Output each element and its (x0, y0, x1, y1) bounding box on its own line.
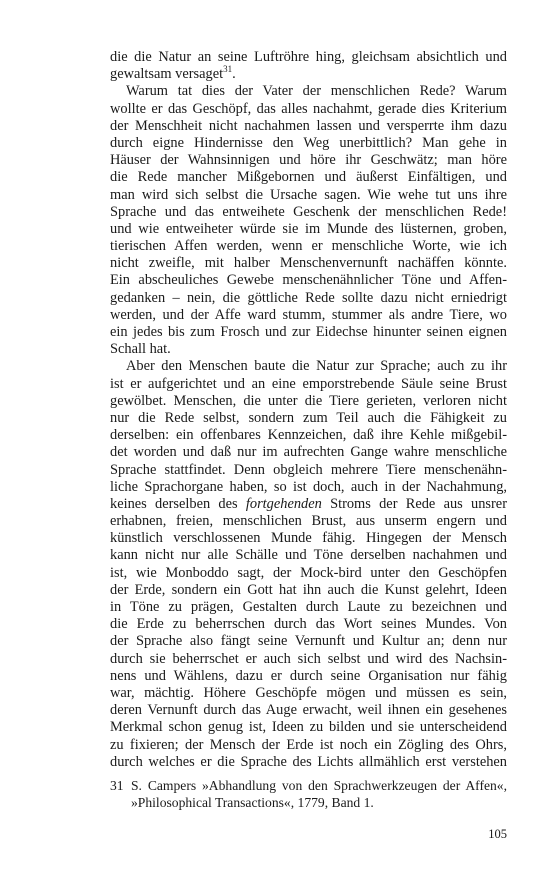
text-line: die die Natur an seine Luftröhre hing, gleichsam absichtlich und (110, 49, 507, 65)
text-line: ein jedes bis zum Frosch und zur Eidechse hinunter seinen eignen (110, 324, 507, 340)
text-line: Häuser der Wahnsinnigen und höre ihr Geschwätz; man höre (110, 152, 507, 169)
footnote-text-1: S. Campers »Abhandlung von den Sprachwerkzeugen der Affen«, (131, 778, 507, 793)
footnote (110, 777, 507, 811)
emphasis: fortgehenden (245, 495, 322, 512)
text-line: Schall hat. (110, 341, 171, 358)
text-line: die Erde zu beherrschen durch das Wort seines Mundes. Von (110, 616, 507, 633)
text-line: durch sie beherrschet er auch sich selbst und wird des Nachsin- (110, 650, 507, 667)
text-line: werden, und der Affe ward stumm, stummer als andre Tiere, wo (110, 306, 507, 323)
footnote-number: 31 (110, 778, 124, 793)
page-number: 105 (488, 827, 507, 841)
text-line: derselben: ein offenbares Kennzeichen, daß ihre Kehle mißgebil- (110, 427, 507, 444)
text-line: durch eigne Hindernisse den Weg unerbittlich? Man gehe in (110, 134, 507, 151)
text-line: erhabnen, freien, menschlichen Brust, aus unserm engern und (110, 513, 507, 530)
footnote-line-2: »Philosophical Transactions«, 1779, Band 1. (131, 795, 374, 810)
text-line: nicht zweifle, mit halber Menschenvernunft nachäffen könnte. (110, 255, 507, 272)
text-line: der Menschheit nicht nachahmen lassen und versperrte ihm dazu (110, 117, 507, 134)
text-line: die Rede mancher Mißgebornen und äußerst Einfältigen, und (110, 169, 507, 186)
text-line: der Erde, sondern ein Gott hat ihn auch die Kunst gelehrt, Ideen (110, 581, 507, 598)
text-line: liche Sprachorgane haben, so ist doch, auch in der Nachahmung, (110, 478, 507, 495)
text-line: wollte er das Geschöpf, das alles nachahmt, gerade dies Kriterium (110, 100, 507, 117)
text-line: kann nicht nur alle Schälle und Töne derselben nachahmen und (110, 547, 507, 564)
text-line: gewölbet. Menschen, die unter die Tiere gerieten, verloren nicht (110, 392, 507, 409)
text-line: nens und Wählens, dazu er durch seine Organisation nur fähig (110, 667, 507, 684)
text-line: der Sprache also fängt seine Vernunft und Kultur an; denn nur (110, 633, 507, 650)
text-line: ist er aufgerichtet und an eine emporstrebende Säule seine Brust (110, 375, 507, 392)
text-line: Merkmal schon genug ist, Ideen zu bilden und sie unterscheidend (110, 719, 507, 736)
text-line: tierischen Affen werden, wenn er menschliche Worte, wie ich (110, 238, 507, 255)
text-line: man wird sich selbst die Ursache sagen. Wie wehe tut uns ihre (110, 186, 507, 203)
text-line: Sprache stattfindet. Denn obgleich mehrere Tiere menschenähn- (110, 461, 507, 478)
text-line: gewaltsam versaget$^{31}$. (110, 64, 236, 83)
text-line: ist, wie Monboddo sagt, der Mock-bird unter den Geschöpfen (110, 564, 507, 581)
text-line: keines derselben des fortgehenden Stroms der Rede aus unsrer (110, 495, 507, 512)
text-line: künstlich verschlossenen Munde fähig. Hingegen der Mensch (110, 530, 507, 547)
text-line: nur die Rede selbst, sondern zum Teil auch die Fähigkeit zu (110, 409, 507, 426)
body-text (110, 49, 507, 771)
text-line: det worden und daß nur im aufrechten Gange wahre menschliche (110, 444, 507, 461)
footnote-ref: 31 (223, 64, 233, 75)
footnote-line-1 (110, 777, 507, 794)
text-line: durch welches er die Sprache des Lichts allmählich erst verstehen (110, 753, 507, 770)
text-line: deren Vernunft durch das Auge erwacht, weil ihnen ein gesehenes (110, 702, 507, 719)
text-line: und wie entweiheter würde sie im Munde des lüsternen, groben, (110, 220, 507, 237)
text-line: war, mächtig. Höhere Geschöpfe mögen und müssen es sein, (110, 684, 507, 701)
text-line: in Töne zu prägen, Gestalten durch Laute zu bezeichnen und (110, 599, 507, 615)
text-line: zu fixieren; der Mensch der Erde ist noch ein Zögling des Ohrs, (110, 736, 507, 753)
text-line: Warum tat dies der Vater der menschlichen Rede? Warum (126, 83, 507, 100)
text-line: Sprache und das entweihete Geschenk der menschlichen Rede! (110, 203, 507, 220)
text-line: Aber den Menschen baute die Natur zur Sprache; auch zu ihr (126, 358, 507, 375)
text-line: gedanken – nein, die göttliche Rede sollte dazu nicht erniedrigt (110, 289, 507, 306)
text-line: Ein abscheuliches Gewebe menschenähnlicher Töne und Affen- (110, 272, 507, 289)
